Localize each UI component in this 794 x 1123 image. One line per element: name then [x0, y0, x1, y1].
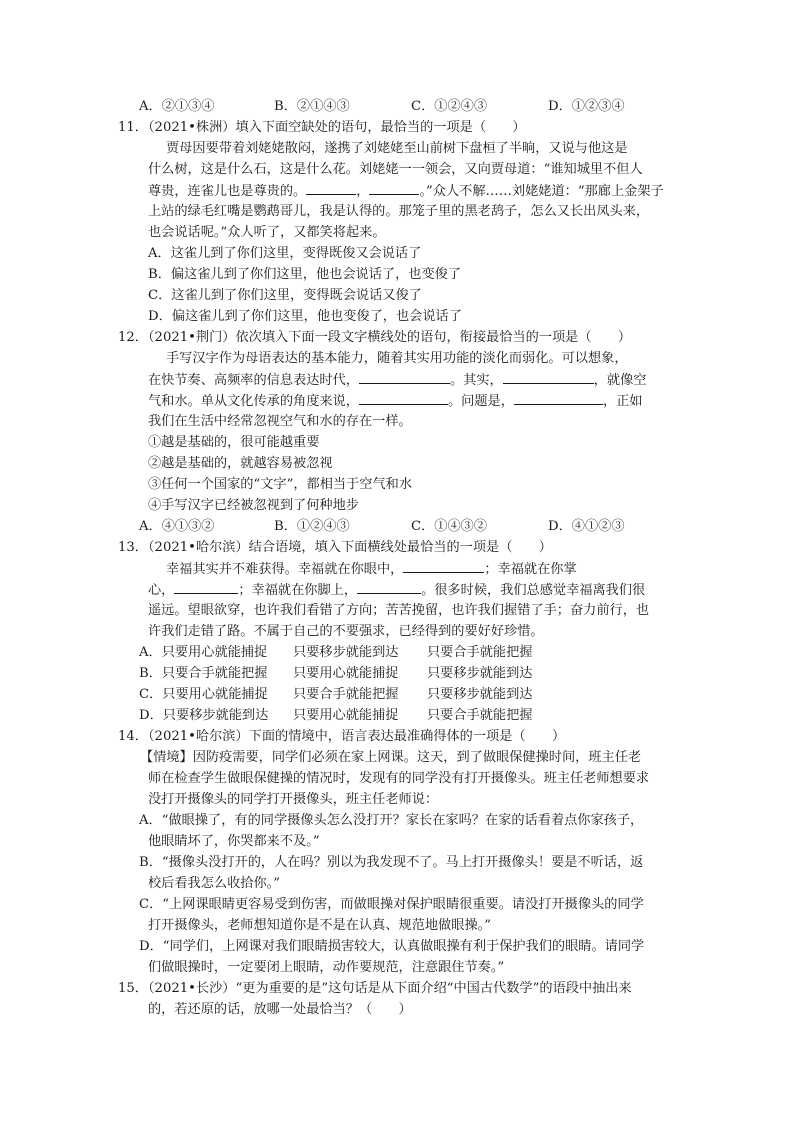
q11-passage-line: 贾母因要带着刘姥姥散闷，遂携了刘姥姥至山前树下盘桓了半晌，又说与他这是: [166, 141, 628, 156]
option-part: 只要移步就能到达: [427, 687, 533, 702]
question-15-stem: 15．（2021•长沙）“更为重要的是”这句话是从下面介绍“中国古代数学”的语段中抽出来: [118, 981, 632, 996]
option-part: B．只要合手就能把握: [139, 666, 268, 681]
option-part: A．只要用心就能捕捉: [139, 645, 268, 660]
blank: [503, 370, 594, 384]
q12-item-4: ④手写汉字已经被忽视到了何种地步: [148, 498, 359, 513]
q14-option-b: B．“摄像头没打开的，人在吗？别以为我发现不了。马上打开摄像头！要是不听话，返: [139, 855, 644, 870]
q13-passage-line: 遥远。望眼欲穿，也许我们看错了方向；苦苦挽留，也许我们握错了手；奋力前行，也: [148, 603, 650, 618]
q14-context-line: 师在检查学生做眼保健操的情况时，发现有的同学没有打开摄像头。班主任老师想要求: [148, 771, 650, 786]
q14-option-d-cont: 们做眼操时，一定要闭上眼睛，动作要规范，注意跟住节奏。”: [148, 960, 505, 975]
passage-text: 气和水。单从文化传承的角度来说，: [148, 394, 359, 409]
option-b: B．②①④③: [274, 99, 350, 114]
q13-passage-line: 许我们走错了路。不属于自己的不要强求，已经得到的要好好珍惜。: [148, 624, 544, 639]
q11-option-d: D．偏这雀儿到了你们这里，他也变俊了，也会说话了: [148, 309, 462, 324]
option-part: D．只要移步就能到达: [139, 708, 269, 723]
option-part: 只要合手就能把握: [427, 708, 533, 723]
passage-text: 在快节奏、高频率的信息表达时代，: [148, 373, 359, 388]
q12-item-3: ③任何一个国家的“文字”，都相当于空气和水: [148, 477, 413, 492]
q12-passage-line: 手写汉字作为母语表达的基本能力，随着其实用功能的淡化而弱化。可以想象，: [166, 351, 628, 366]
q13-passage-line-blanks: [148, 580, 645, 600]
option-part: 只要用心就能捕捉: [293, 666, 399, 681]
passage-text: 尊贵，连雀儿也是尊贵的。: [148, 184, 307, 199]
option-a: A．②①③④: [139, 99, 215, 114]
q14-option-d: D．“同学们，上网课对我们眼睛损害较大，认真做眼操有利于保护我们的眼睛。请同学: [139, 939, 645, 954]
q11-passage-line: 什么树，这是什么石，这是什么花。刘姥姥一一领会，又向贾母道：“谁知城里不但人: [148, 162, 643, 177]
passage-text: 。”众人不解……刘姥姥道：“那廊上金架子: [419, 184, 664, 199]
question-14-stem: 14．（2021•哈尔滨）下面的情境中，语言表达最准确得体的一项是（ ）: [118, 729, 566, 744]
option-part: 只要合手就能把握: [427, 645, 533, 660]
blank: [403, 559, 484, 573]
passage-text: 。其实，: [450, 373, 503, 388]
q11-option-b: B．偏这雀儿到了你们这里，他也会说话了，也变俊了: [148, 267, 462, 282]
question-11-stem: 11．（2021•株洲）填入下面空缺处的语句，最恰当的一项是（ ）: [118, 120, 526, 135]
option-part: 只要用心就能捕捉: [293, 708, 399, 723]
blank: [514, 391, 603, 405]
q14-option-c: C．“上网课眼睛更容易受到伤害，而做眼操对保护眼睛很重要。请没打开摄像头的同学: [139, 897, 644, 912]
passage-text: 。问题是，: [448, 394, 514, 409]
q11-passage-line: 也会说话呢。”众人听了，又都笑将起来。: [148, 225, 386, 240]
q14-option-b-cont: 校后看我怎么收拾你。”: [148, 876, 281, 891]
passage-text: ，正如: [602, 394, 643, 409]
option-part: 只要合手就能把握: [293, 687, 399, 702]
option-b: B．①②④③: [274, 519, 350, 534]
passage-text: 。很多时候，我们总感觉幸福离我们很: [421, 583, 646, 598]
option-a: A．④①③②: [139, 519, 215, 534]
passage-text: ，: [356, 184, 370, 199]
q14-context-line: 没打开摄像头的同学打开摄像头，班主任老师说：: [148, 792, 439, 807]
question-13-stem: 13．（2021•哈尔滨）结合语境，填入下面横线处最恰当的一项是（ ）: [118, 540, 552, 555]
passage-text: 心，: [148, 583, 175, 598]
passage-text: ；幸福就在你掌: [484, 562, 577, 577]
q11-option-c: C．这雀儿到了你们这里，变得既会说话又俊了: [148, 288, 422, 303]
q12-passage-line: 我们在生活中经常忽视空气和水的存在一样。: [148, 414, 412, 429]
passage-text: ，就像空: [593, 373, 647, 388]
question-12-stem: 12．（2021•荆门）依次填入下面一段文字横线处的语句，衔接最恰当的一项是（ ）: [118, 330, 632, 345]
blank: [369, 181, 419, 195]
q14-context-line: 【情境】因防疫需要，同学们必须在家上网课。这天，到了做眼保健操时间，班主任老: [140, 750, 642, 765]
blank: [306, 181, 356, 195]
q12-passage-line-blanks: [148, 370, 647, 390]
option-part: 只要移步就能到达: [427, 666, 533, 681]
option-part: C．只要用心就能捕捉: [139, 687, 268, 702]
blank: [174, 580, 238, 594]
q11-option-a: A．这雀儿到了你们这里，变得既俊又会说话了: [148, 246, 422, 261]
option-c: C．①④③②: [411, 519, 488, 534]
passage-text: ；幸福就在你脚上，: [238, 583, 358, 598]
q14-option-a: A．“做眼操了，有的同学摄像头怎么没打开？家长在家吗？在家的话看着点你家孩子，: [139, 813, 644, 828]
q12-item-2: ②越是基础的，就越容易被忽视: [148, 456, 333, 471]
q12-item-1: ①越是基础的，很可能越重要: [148, 435, 320, 450]
option-part: 只要移步就能到达: [293, 645, 399, 660]
q11-passage-line: 上站的绿毛红嘴是鹦鹉哥儿，我是认得的。那笼子里的黑老鸹子，怎么又长出凤头来，: [148, 204, 650, 219]
q14-option-a-cont: 他眼睛坏了，你哭都来不及。”: [148, 834, 320, 849]
question-15-stem-cont: 的，若还原的话，放哪一处最恰当？（ ）: [148, 1002, 412, 1017]
q14-option-c-cont: 打开摄像头，老师想知道你是不是在认真、规范地做眼操。”: [148, 918, 492, 933]
q12-passage-line-blanks: [148, 391, 643, 411]
option-d: D．④①②③: [548, 519, 625, 534]
q13-passage-line-blank: [166, 559, 577, 579]
option-c: C．①②④③: [411, 99, 488, 114]
q11-passage-line-blanks: [148, 181, 664, 201]
blank: [359, 391, 448, 405]
blank: [357, 580, 421, 594]
passage-text: 幸福其实并不难获得。幸福就在你眼中，: [166, 562, 404, 577]
blank: [359, 370, 450, 384]
option-d: D．①②③④: [548, 99, 625, 114]
